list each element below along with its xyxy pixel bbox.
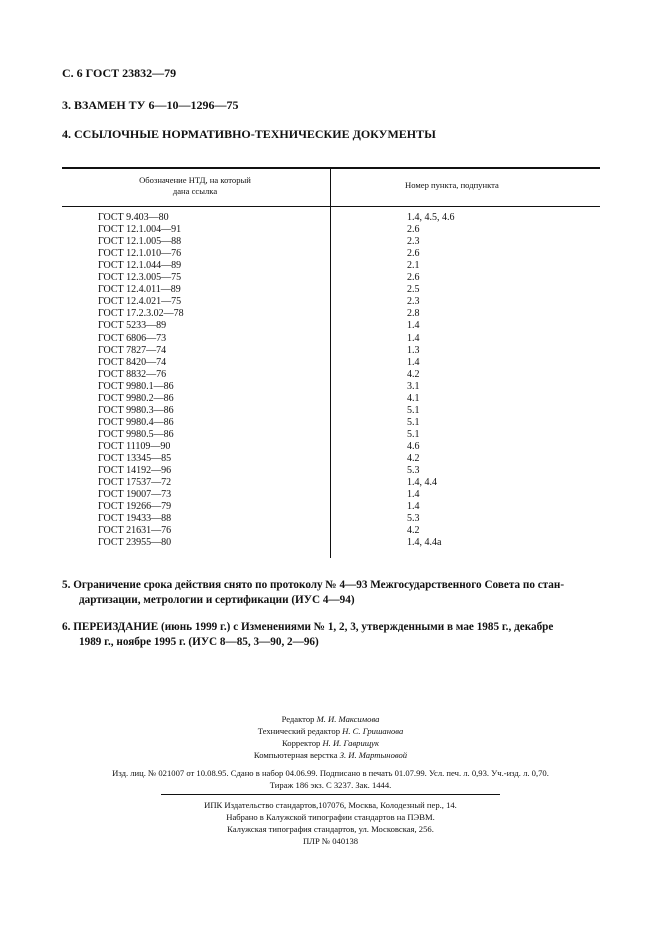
page-label: С. 6 ГОСТ 23832—79 <box>62 66 177 80</box>
credit-tech-editor-name: Н. С. Гришанова <box>342 726 404 736</box>
table-row-doc: ГОСТ 12.1.044—89 <box>98 260 182 272</box>
imprint-line1: Изд. лиц. № 021007 от 10.08.95. Сдано в набор 04.06.99. Подписано в печать 01.07.99. Усл. печ. л. 0,93. Уч.-изд. л. 0,70. <box>112 768 549 778</box>
table-row-doc: ГОСТ 9980.1—86 <box>98 380 174 392</box>
table-row-item: 1.4 <box>407 356 420 368</box>
publisher-line2: Набрано в Калужской типографии стандартов на ПЭВМ. <box>226 812 435 822</box>
credit-tech-editor <box>0 725 661 737</box>
table-row-doc: ГОСТ 12.1.005—88 <box>98 236 182 248</box>
table-row-item: 5.1 <box>407 404 420 416</box>
credit-corrector <box>0 737 661 749</box>
table-row-doc: ГОСТ 19433—88 <box>98 513 172 525</box>
table-row-item: 1.4 <box>407 489 420 501</box>
table-header-rule <box>62 206 600 207</box>
table-row-item: 2.6 <box>407 272 420 284</box>
col1-header-line2: дана ссылка <box>172 186 218 196</box>
table-row-doc: ГОСТ 12.1.004—91 <box>98 224 182 236</box>
table-row-doc: ГОСТ 12.3.005—75 <box>98 272 182 284</box>
table-row-doc: ГОСТ 13345—85 <box>98 453 172 464</box>
col2-header: Номер пункта, подпункта <box>405 180 499 190</box>
table-row-doc: ГОСТ 11109—90 <box>98 440 171 452</box>
table-row-doc: ГОСТ 12.1.010—76 <box>98 248 182 260</box>
publisher-line3: Калужская типография стандартов, ул. Московская, 256. <box>227 824 434 834</box>
table-row-item: 2.3 <box>407 296 420 308</box>
table-row-item: 3.1 <box>407 380 420 392</box>
table-row-doc: ГОСТ 12.4.011—89 <box>98 284 181 296</box>
table-row-item: 4.6 <box>407 440 420 452</box>
table-row-doc: ГОСТ 19266—79 <box>98 501 172 513</box>
credit-editor-role: Редактор <box>281 714 315 724</box>
table-row-item: 2.6 <box>407 224 420 236</box>
section-3: 3. ВЗАМЕН ТУ 6—10—1296—75 <box>62 98 239 112</box>
publisher-line4: ПЛР № 040138 <box>302 836 359 846</box>
credit-layout-role: Компьютерная верстка <box>253 750 338 760</box>
table-row-item: 4.2 <box>407 453 420 464</box>
table-row-doc: ГОСТ 5233—89 <box>98 320 167 332</box>
table-row-item: 2.8 <box>407 308 420 320</box>
imprint-divider <box>161 794 500 795</box>
section-5-line1: 5. Ограничение срока действия снято по протоколу № 4—93 Межгосударственного Совета по стан- <box>62 579 565 591</box>
table-row-doc: ГОСТ 9980.2—86 <box>98 392 174 404</box>
table-row-item: 5.1 <box>407 416 420 428</box>
table-column-divider <box>330 168 331 558</box>
table-row-doc: ГОСТ 14192—96 <box>98 465 172 477</box>
credit-corrector-name: Н. И. Гаврищук <box>322 738 379 748</box>
table-row-doc: ГОСТ 23955—80 <box>98 537 172 549</box>
table-row-doc: ГОСТ 12.4.021—75 <box>98 296 182 308</box>
table-row-item: 4.1 <box>407 392 420 404</box>
table-row-item: 1.4 <box>407 332 420 344</box>
table-top-rule <box>62 167 600 169</box>
table-row-item: 2.6 <box>407 248 420 260</box>
table-row-doc: ГОСТ 8420—74 <box>98 356 167 368</box>
table-row-item: 4.2 <box>407 368 420 380</box>
table-row-doc: ГОСТ 19007—73 <box>98 489 172 501</box>
table-row-item: 1.3 <box>407 344 420 356</box>
table-row-item: 5.3 <box>407 513 420 525</box>
credit-corrector-role: Корректор <box>282 738 321 748</box>
table-row-doc: ГОСТ 7827—74 <box>98 344 167 356</box>
section-4-title: 4. ССЫЛОЧНЫЕ НОРМАТИВНО-ТЕХНИЧЕСКИЕ ДОКУМЕНТЫ <box>62 127 436 141</box>
credit-editor-name: М. И. Максимова <box>316 714 380 724</box>
table-row-item: 1.4 <box>407 501 420 513</box>
table-row-doc: ГОСТ 17.2.3.02—78 <box>98 308 184 320</box>
publisher-line1: ИПК Издательство стандартов,107076, Москва, Колодезный пер., 14. <box>204 800 457 810</box>
table-row-doc: ГОСТ 21631—76 <box>98 525 172 537</box>
table-row-doc: ГОСТ 8832—76 <box>98 368 167 380</box>
table-row-doc: ГОСТ 9980.3—86 <box>98 404 174 416</box>
col1-header-line1: Обозначение НТД, на который <box>139 175 251 185</box>
credit-editor <box>0 713 661 725</box>
table-row-item: 4.2 <box>407 525 420 537</box>
table-row-item: 1.4, 4.4 <box>407 477 437 489</box>
table-row-item: 2.1 <box>407 260 420 272</box>
table-row-doc: ГОСТ 6806—73 <box>98 332 167 344</box>
table-row-doc: ГОСТ 9980.5—86 <box>98 428 174 440</box>
table-row-item: 5.1 <box>407 428 420 440</box>
section-6-line1: 6. ПЕРЕИЗДАНИЕ (июнь 1999 г.) с Изменениями № 1, 2, 3, утвержденными в мае 1985 г., декабре <box>62 621 554 633</box>
table-row-item: 2.5 <box>407 284 420 296</box>
table-row-item: 1.4 <box>407 320 420 332</box>
section-5-line2: дартизации, метрологии и сертификации (ИУС 4—94) <box>79 594 355 606</box>
table-row-doc: ГОСТ 17537—72 <box>98 477 172 489</box>
credit-layout-name: З. И. Мартыновой <box>339 750 408 760</box>
table-row-item: 1.4, 4.4а <box>407 537 442 549</box>
imprint-line2: Тираж 186 экз. С 3237. Зак. 1444. <box>269 780 392 790</box>
table-row-doc: ГОСТ 9.403—80 <box>98 212 169 223</box>
section-6-line2: 1989 г., ноябре 1995 г. (ИУС 8—85, 3—90, 2—96) <box>79 636 319 648</box>
table-row-item: 5.3 <box>407 465 420 477</box>
table-row-item: 2.3 <box>407 236 420 248</box>
credit-layout <box>0 749 661 761</box>
credit-tech-editor-role: Технический редактор <box>257 726 341 736</box>
table-row-item: 1.4, 4.5, 4.6 <box>407 212 455 223</box>
table-row-doc: ГОСТ 9980.4—86 <box>98 416 174 428</box>
